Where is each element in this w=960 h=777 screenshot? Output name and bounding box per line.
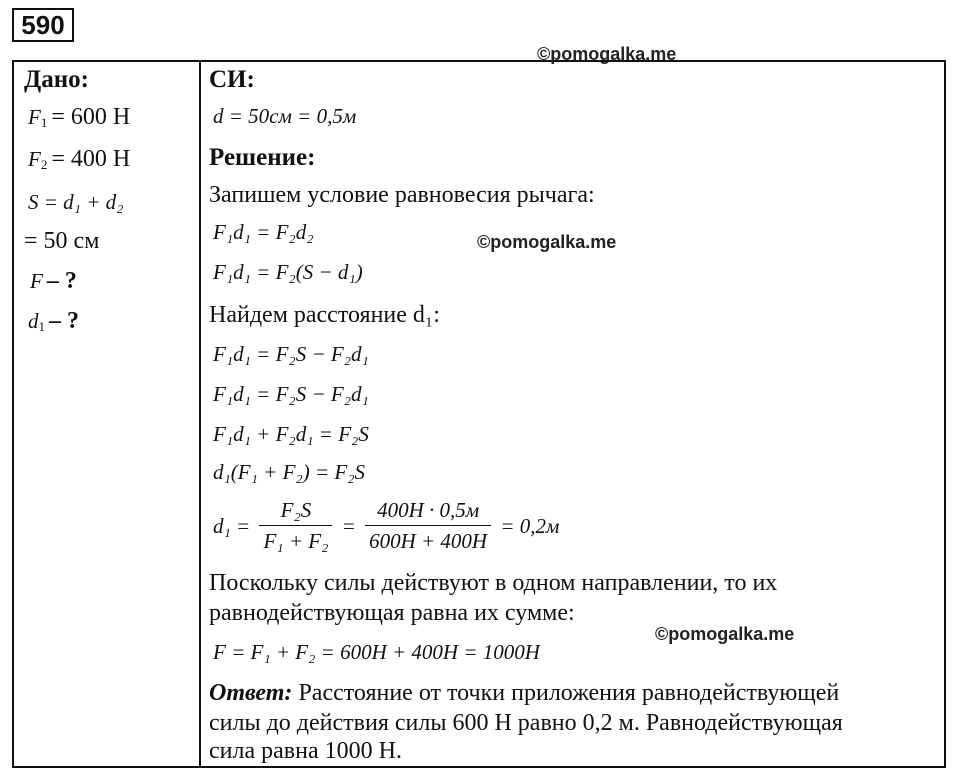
solution-header: Решение: [209,144,316,171]
solution-column [201,62,944,766]
given-f2: $F_2 = 400$ Н [28,146,131,172]
fraction-symbolic: $\frac{\text{F₂S}}{\text{F₁ + F₂}}$ [259,498,332,554]
equation-2: F₁d₁ = F₂(S − d₁) [213,260,363,284]
solution-intro: Запишем условие равновесия рычага: [209,182,595,208]
given-s-formula: S = d₁ + d₂ [28,190,124,214]
given-f1: $F_1 = 600$ Н [28,104,131,130]
si-header: СИ: [209,66,255,93]
equation-1: F₁d₁ = F₂d₂ [213,220,314,244]
equation-3: F₁d₁ = F₂S − F₂d₁ [213,342,369,366]
find-d1-text: Найдем расстояние d₁: [209,302,440,328]
explanation-line-1: Поскольку силы действуют в одном направлении, то их [209,570,778,596]
answer-label: Ответ: [209,680,293,706]
si-conversion: d = 50см = 0,5м [213,104,357,128]
solution-table [12,60,946,768]
equation-5: F₁d₁ + F₂d₁ = F₂S [213,422,369,446]
explanation-line-2: равнодействующая равна их сумме: [209,600,575,626]
given-column [14,62,199,766]
watermark: ©pomogalka.me [477,232,617,252]
equation-6: d₁(F₁ + F₂) = F₂S [213,460,366,484]
watermark: ©pomogalka.me [655,624,795,644]
equation-4: F₁d₁ = F₂S − F₂d₁ [213,382,369,406]
watermark: ©pomogalka.me [537,44,677,64]
unknown-f: F – ? [30,268,77,294]
unknown-d1: $d_1$ – ? [28,308,79,334]
problem-number: 590 [12,8,74,42]
answer-line-2: силы до действия силы 600 Н равно 0,2 м. Равнодействующая [209,710,843,736]
answer-line-1: Ответ: Расстояние от точки приложения равнодействующей [209,680,840,706]
fraction-numeric: $\frac{400Н \cdot 0,5м}{600Н + 400Н}$ [365,498,491,554]
answer-line-3: сила равна 1000 Н. [209,738,402,764]
fraction-equation: d₁ = $\frac{\text{F₂S}}{\text{F₁ + F₂}}$ = $\frac{400Н \cdot 0,5м}{600Н + 400Н}$ = 0,2м [213,498,560,553]
given-header: Дано: [24,66,89,93]
equation-final: F = F₁ + F₂ = 600Н + 400Н = 1000Н [213,640,540,664]
given-s-value: = 50 см [24,228,100,254]
